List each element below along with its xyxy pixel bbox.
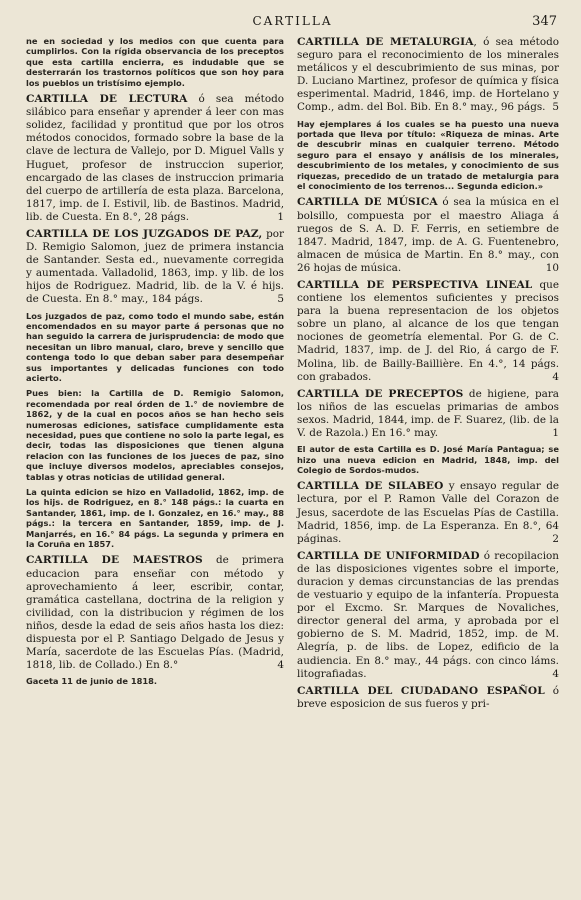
left-column: [26, 36, 284, 715]
entry-heading: CARTILLA DE SILABEO: [297, 480, 444, 493]
entry-heading: CARTILLA DE PRECEPTOS: [297, 387, 464, 400]
entry-heading: CARTILLA DE UNIFORMIDAD: [297, 549, 480, 562]
right-column: [297, 36, 559, 715]
entry-description: , ó sea método seguro para el reconocimiento de los minerales metálicos y el descubrimiento de sus minas, por D. Luciano Martinez, profesor de química y física esperimental. Madrid, 1846, imp. de Hortelano y Comp., adm. del Bol. Bib. En 8.° may., 96 págs.: [297, 36, 559, 114]
entry-description: y ensayo regular de lectura, por el P. Ramon Valle del Corazon de Jesus, sacerdote de las Escuelas Pías de Castilla. Madrid, 1856, imp. de La Esperanza. En 8.°, 64 páginas.: [297, 480, 559, 545]
entry-price: 2: [552, 532, 559, 545]
entry-price: 4: [552, 370, 559, 383]
entry-description: que contiene los elementos suficientes y precisos para la buena representacion de los objetos sobre un plano, al alcance de los que tengan nociones de geometría elemental. Por G. de C. Madrid, 1837, imp. de J. del Rio, á cargo de F. Molina, lib. de Bailly-Baillière. En 4.°, 14 págs. con grabados.: [297, 278, 560, 383]
entry-note: Hay ejemplares á los cuales se ha puesto una nueva portada que lleva por título: «Riqueza de minas. Arte de descubrir minas en cualquier terreno. Método seguro para el ensayo y análisis de los minerales, descubrimiento de los metales, y conocimiento de sus riquezas, precedido de un tratado de metalurgia para el conocimiento de los terrenos... Segunda edicion.»: [297, 118, 559, 191]
catalog-entry: [297, 550, 559, 681]
catalog-entry: [297, 36, 559, 115]
catalog-entry: [297, 279, 559, 384]
entry-note: El autor de esta Cartilla es D. José María Pantagua; se hizo una nueva edicion en Madrid, 1848, imp. del Colegio de Sordos-mudos.: [297, 444, 559, 475]
entry-description: ó sea la música en el bolsillo, compuesta por el maestro Aliaga á ruegos de S. A. D. F. Ferris, en setiembre de 1847. Madrid, 1847, imp. de A. G. Fuentenebro, almacen de música de Martin. En 8.° may., con 26 hojas de música.: [297, 196, 559, 274]
catalog-entry: [297, 196, 559, 275]
entry-heading: CARTILLA DE PERSPECTIVA LINEAL: [297, 278, 533, 291]
running-head: [26, 14, 559, 36]
entry-heading: CARTILLA DE MAESTROS: [26, 554, 203, 567]
entry-heading: CARTILLA DEL CIUDADANO ESPAÑOL: [297, 684, 545, 697]
catalog-entry: [26, 93, 284, 224]
entry-heading: CARTILLA DE METALURGIA: [297, 36, 474, 48]
catalog-entry: [26, 228, 284, 307]
entry-price: 10: [545, 261, 559, 274]
entry-price: 1: [552, 427, 559, 439]
entry-heading: CARTILLA DE LOS JUZGADOS DE PAZ,: [26, 227, 263, 240]
entry-description: ó recopilacion de las disposiciones vigentes sobre el importe, duracion y demas circunstancias de las prendas de vestuario y equipo de la infantería. Propuesta por el Excmo. Sr. Marques de Novaliches, director general del arma, y aprobada por el gobierno de S. M. Madrid, 1852, imp. de M. Alegría, p. de libs. de Lopez, edificio de la audiencia. En 8.° may., 44 págs. con cinco láms. litografiadas.: [297, 549, 560, 680]
entry-price: 5: [277, 293, 284, 306]
running-head-title: CARTILLA: [252, 14, 333, 28]
entry-note: La quinta edicion se hizo en Valladolid, 1862, imp. de los hijs. de Rodriguez, en 8.° 148 págs.: la cuarta en Santander, 1861, imp. de I. Gonzalez, en 16.° may., 88 págs.: la tercera en Santander, 1859, imp. de J. Manjarrés, en 16.° 84 págs. La segunda y primera en la Coruña en 1857.: [26, 487, 284, 550]
entry-note: Los juzgados de paz, como todo el mundo sabe, están encomendados en su mayor parte á personas que no han seguido la carrera de jurisprudencia: de modo que necesitan un libro manual, claro, breve y sencillo que contenga todo lo que deban saber para desempeñar sus importantes y delicadas funciones con todo acierto.: [26, 310, 284, 383]
catalog-entry: [297, 480, 559, 545]
entry-price: 1: [277, 210, 284, 223]
catalog-entry: [26, 554, 284, 672]
entry-price: 5: [552, 101, 559, 114]
catalog-entry: [297, 685, 559, 711]
entry-description: ó sea método silábico para enseñar y aprender á leer con mas solidez, facilidad y prontitud que por los otros métodos conocidos, formado sobre la base de la clave de lectura de Vallejo, por D. Miguel Valls y Huguet, profesor de instruccion superior, encargado de las clases de instruccion primaria del cuerpo de artillería de esta plaza. Barcelona, 1817, imp. de I. Estivil, lib. de Bastinos. Madrid, lib. de Cuesta. En 8.°, 28 págs.: [26, 93, 284, 223]
two-column-body: [26, 36, 559, 715]
entry-description: por D. Remigio Salomon, juez de primera instancia de Santander. Sesta ed., nuevamente corregida y aumentada. Valladolid, 1863, imp. y lib. de los hijos de Rodriguez. Madrid, lib. de la V. é hijs. de Cuesta. En 8.° may., 184 págs.: [26, 227, 284, 306]
entry-note: ne en sociedad y los medios con que cuenta para cumplirlos. Con la rígida observancia de los preceptos que esta cartilla encierra, es indudable que se desterrarán los trastornos políticos que son hoy para los pueblos un tristísimo ejemplo.: [26, 36, 284, 88]
entry-heading: CARTILLA DE MÚSICA: [297, 196, 438, 209]
entry-description: de higiene, para los niños de las escuelas primarias de ambos sexos. Madrid, 1844, imp. de F. Suarez, (lib. de la V. de Razola.) En 16.° may.: [297, 387, 559, 439]
entry-note: Gaceta 11 de junio de 1818.: [26, 676, 158, 687]
entry-price: 4: [277, 659, 284, 672]
entry-price: 4: [552, 667, 559, 680]
entry-description: de primera educacion para enseñar con método y aprovechamiento á leer, escribir, contar, gramática castellana, doctrina de la religion y civilidad, con la distribucion y régimen de los niños, desde la edad de seis años hasta los diez: dispuesta por el P. Santiago Delgado de Jesus y María, sacerdote de las Escuelas Pías. (Madrid, 1818, lib. de Collado.) En 8.°: [26, 554, 284, 672]
entry-note: Pues bien: la Cartilla de D. Remigio Salomon, recomendada por real órden de 1.° de noviembre de 1862, y de la cual en pocos años se han hecho seis numerosas ediciones, satisface cumplidamente esta necesidad, pues que contiene no solo la parte legal, es decir, todas las disposiciones que tienen alguna relacion con las funciones de los jueces de paz, sino que incluye diversos modelos, apreciables consejos, tablas y otras noticias de utilidad general.: [26, 388, 284, 482]
page-number: 347: [532, 14, 557, 29]
entry-description: ó breve esposicion de sus fueros y pri-: [297, 684, 559, 710]
entry-heading: CARTILLA DE LECTURA: [26, 93, 188, 106]
catalog-entry: [297, 388, 559, 440]
